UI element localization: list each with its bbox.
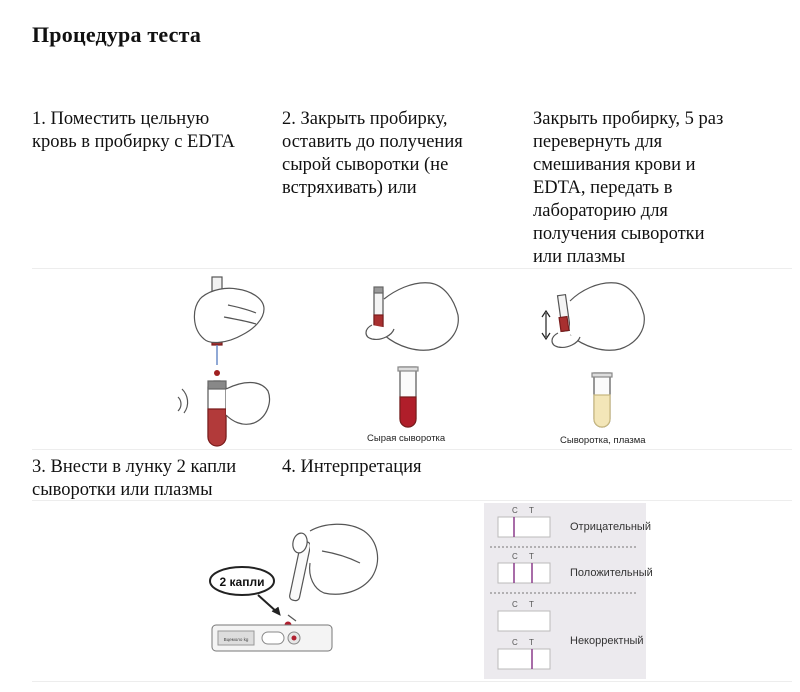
label-t: T bbox=[529, 552, 534, 561]
step-2-text: 2. Закрыть пробирку, оставить до получения сырой сыворотки (не встряхивать) или bbox=[282, 109, 463, 198]
step-1-text: 1. Поместить цельную кровь в пробирку с EDTA bbox=[32, 109, 235, 152]
illustration-steps-3-4 bbox=[32, 501, 792, 681]
result-invalid-label: Некорректный bbox=[570, 635, 644, 647]
label-t: T bbox=[529, 638, 534, 647]
serum-plasma-tube bbox=[592, 373, 612, 427]
result-negative-label: Отрицательный bbox=[570, 521, 651, 533]
hand-tube-illustration bbox=[366, 283, 458, 350]
label-t: T bbox=[529, 506, 534, 515]
hand-invert-illustration bbox=[542, 283, 644, 350]
test-cassette bbox=[212, 625, 332, 651]
page-title: Процедура теста bbox=[32, 22, 202, 47]
label-t: T bbox=[529, 600, 534, 609]
result-positive-label: Положительный bbox=[570, 567, 653, 579]
caption-serum-plasma: Сыворотка, плазма bbox=[560, 435, 646, 446]
label-c: C bbox=[512, 552, 518, 561]
step-3-text: 3. Внести в лунку 2 капли сыворотки или плазмы bbox=[32, 457, 237, 500]
step-4-text: 4. Интерпретация bbox=[282, 457, 422, 477]
label-c: C bbox=[512, 638, 518, 647]
drop-badge-text: 2 капли bbox=[219, 575, 265, 589]
label-c: C bbox=[512, 600, 518, 609]
cassette-label: Вцемоло kg bbox=[223, 637, 249, 642]
illustration-panel-top bbox=[32, 268, 792, 450]
caption-raw-serum: Сырая сыворотка bbox=[367, 433, 446, 444]
illustration-panel-bottom bbox=[32, 500, 792, 682]
label-c: C bbox=[512, 506, 518, 515]
illustration-steps-1-2 bbox=[32, 269, 792, 449]
raw-serum-tube bbox=[398, 367, 418, 427]
step-2b-text: Закрыть пробирку, 5 раз перевернуть для смешивания крови и EDTA, передать в лабораторию для получения сыворотки или плазмы bbox=[533, 109, 724, 267]
dropper-hand-illustration bbox=[285, 524, 378, 628]
hand-pipette-illustration bbox=[178, 277, 269, 446]
drop-badge bbox=[210, 567, 280, 615]
